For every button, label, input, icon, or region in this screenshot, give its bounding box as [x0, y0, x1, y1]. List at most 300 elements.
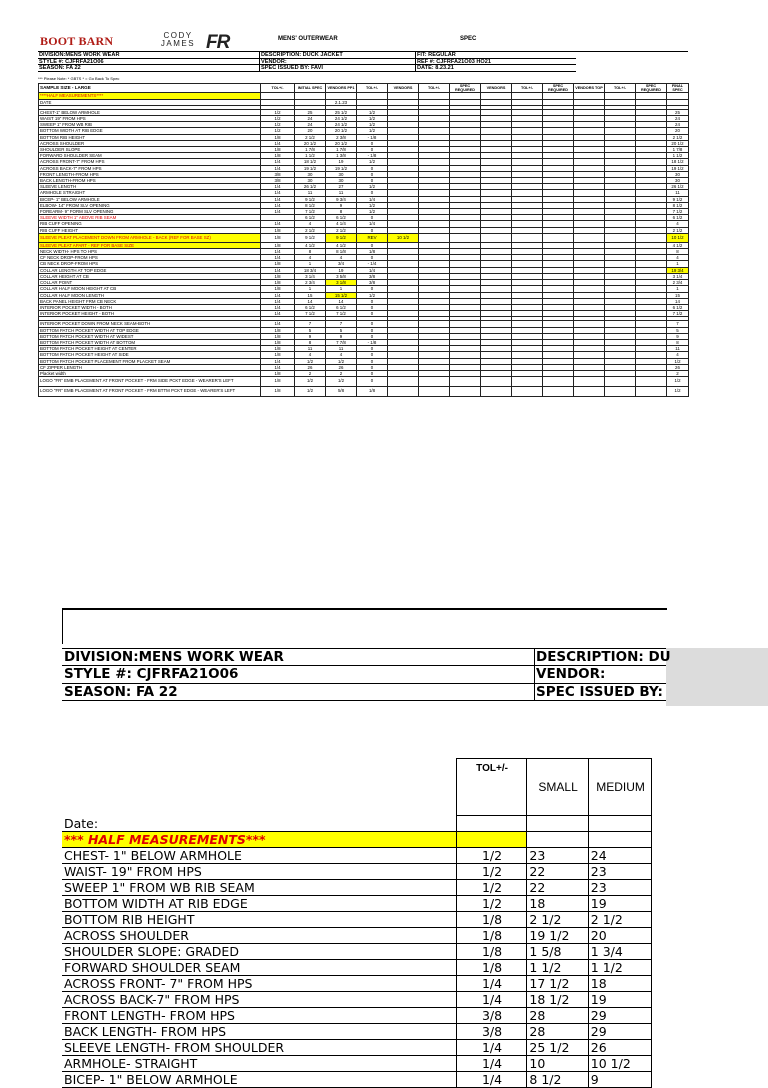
tolerance-diff-value: 0 — [357, 377, 388, 387]
initial-spec-value: 20 1/2 — [295, 140, 326, 146]
tolerance-diff-value: 1/2 — [357, 122, 388, 128]
boot-barn-logo: BOOT BARN — [40, 34, 114, 48]
measurement-label: CF ZIPPER LENGTH — [39, 364, 261, 370]
cody-james-wordmark — [150, 32, 206, 48]
vendor-pp1-value: 30 — [326, 171, 357, 177]
tolerance-value: 1/8 — [261, 377, 295, 387]
tolerance-value: 1/4 — [261, 196, 295, 202]
zoom-measurement-label: CHEST- 1" BELOW ARMHOLE — [62, 848, 456, 864]
cody-james-fr-logo — [150, 32, 250, 52]
tolerance-diff-value: 0 — [357, 190, 388, 196]
tolerance-diff-value: 1/2 — [357, 109, 388, 115]
tolerance-value: 1/8 — [261, 286, 295, 292]
zoom-row — [62, 896, 768, 912]
final-spec-value: 14 — [667, 298, 689, 304]
tolerance-diff-value: 0 — [357, 370, 388, 376]
final-spec-value: 7 1/2 — [667, 209, 689, 215]
tolerance-value: 1/8 — [261, 147, 295, 153]
james-wordmark: JAMES — [160, 39, 196, 48]
final-spec-value: 4 1/2 — [667, 242, 689, 248]
empty-cell — [450, 233, 481, 242]
vendor-pp1-value: 24 1/2 — [326, 122, 357, 128]
initial-spec-value: 4 — [295, 255, 326, 261]
measurement-label: COLLAR HEIGHT AT CB — [39, 273, 261, 279]
vendor-pp1-value: 1/2 — [326, 377, 357, 387]
final-spec-value: 4 — [667, 352, 689, 358]
tolerance-diff-value: 1/2 — [357, 202, 388, 208]
zoom-medium-value: 29 — [588, 1008, 652, 1024]
measurement-label: ELBOW- 14" FROM SLV OPENING — [39, 202, 261, 208]
col-header: SPEC REQUIRED — [543, 84, 574, 93]
col-header: INITIAL SPEC — [295, 84, 326, 93]
initial-spec-value: 6 1/2 — [295, 215, 326, 221]
initial-spec-value: 1 7/8 — [295, 147, 326, 153]
initial-spec-value: 24 — [295, 122, 326, 128]
zoom-measurement-table — [62, 758, 768, 1088]
final-spec-value: 2 1/2 — [667, 134, 689, 140]
empty-cell — [512, 387, 543, 397]
zoom-top-border — [62, 608, 667, 644]
zoom-tolerance: 1/8 — [456, 960, 527, 976]
final-spec-value: 20 — [667, 128, 689, 134]
empty-cell — [636, 387, 667, 397]
tolerance-diff-value: 0 — [357, 215, 388, 221]
tolerance-diff-value: 0 — [357, 178, 388, 184]
vendor-pp1-value: 3/4 — [326, 261, 357, 267]
empty-cell — [574, 377, 605, 387]
zoom-measurement-label: BOTTOM RIB HEIGHT — [62, 912, 456, 928]
col-header: SPEC REQUIRED — [636, 84, 667, 93]
zoom-row — [62, 912, 768, 928]
zoom-row — [62, 928, 768, 944]
measurement-label: ACROSS FRONT-7" FROM HPS — [39, 159, 261, 165]
tolerance-diff-value: 0 — [357, 286, 388, 292]
zoom-tolerance: 1/4 — [456, 1072, 527, 1088]
tolerance-diff-value: 1/2 — [357, 128, 388, 134]
zoom-measurement-label: BICEP- 1" BELOW ARMHOLE — [62, 1072, 456, 1088]
final-spec-value: 1/2 — [667, 387, 689, 397]
final-spec-value: 1/2 — [667, 358, 689, 364]
final-spec-value: 10 1/2 — [667, 233, 689, 242]
final-spec-value: 30 — [667, 178, 689, 184]
zoom-small-value: 19 1/2 — [527, 928, 588, 944]
vendor-pp1-value: 11 — [326, 190, 357, 196]
tolerance-diff-value: 0 — [357, 304, 388, 310]
empty-cell — [543, 387, 574, 397]
zoom-small-value: 17 1/2 — [527, 976, 588, 992]
header-info-block — [38, 51, 688, 73]
initial-spec-value: 1 1/2 — [295, 153, 326, 159]
final-spec-value: 8 — [667, 339, 689, 345]
tolerance-value: 1/4 — [261, 255, 295, 261]
final-spec-value: 30 — [667, 171, 689, 177]
zoom-spec-issued: SPEC ISSUED BY: — [536, 683, 663, 700]
col-header: FINAL SPEC — [667, 84, 689, 93]
fit-field: FIT: REGULAR — [416, 52, 576, 59]
tolerance-value: 1/4 — [261, 321, 295, 327]
zoom-measurement-label: FRONT LENGTH- FROM HPS — [62, 1008, 456, 1024]
vendor-field: VENDOR: — [260, 59, 416, 66]
spec-row — [39, 233, 689, 242]
final-spec-value: 2 — [667, 370, 689, 376]
zoom-row — [62, 976, 768, 992]
date-label: DATE — [39, 99, 261, 105]
zoom-header-row — [62, 684, 666, 701]
measurement-label: FORWARD SHOULDER SEAM — [39, 153, 261, 159]
zoom-col-medium: MEDIUM — [588, 759, 652, 816]
zoom-medium-value: 19 — [588, 992, 652, 1008]
measurement-label: NECK WIDTH- HPS TO HPS — [39, 249, 261, 255]
tolerance-diff-value: - 1/8 — [357, 153, 388, 159]
tolerance-diff-value: 3/8 — [357, 280, 388, 286]
vendor-pp1-value: 9 — [326, 333, 357, 339]
measurement-label: BOTTOM PATCH POCKET PLACEMENT FROM PLACKET SEAM — [39, 358, 261, 364]
zoom-small-value: 22 — [527, 880, 588, 896]
empty-cell — [512, 233, 543, 242]
tolerance-diff-value: 0 — [357, 311, 388, 317]
initial-spec-value: 1 — [295, 261, 326, 267]
col-header: VENDORS — [481, 84, 512, 93]
zoom-grey-fill — [666, 648, 768, 706]
initial-spec-value: 2 1/2 — [295, 134, 326, 140]
initial-spec-value: 4 — [295, 221, 326, 227]
zoom-tolerance: 1/8 — [456, 928, 527, 944]
initial-spec-value: 30 — [295, 171, 326, 177]
tolerance-value: 1/4 — [261, 190, 295, 196]
measurement-label: ACROSS SHOULDER — [39, 140, 261, 146]
vendor-pp1-value: 27 — [326, 184, 357, 190]
final-spec-value: 6 1/2 — [667, 215, 689, 221]
initial-spec-value: 24 — [295, 116, 326, 122]
cody-wordmark: CODY — [163, 31, 193, 40]
zoom-measurement-label: SWEEP 1" FROM WB RIB SEAM — [62, 880, 456, 896]
measurement-label: BACK PANEL HEIGHT FRM CB NECK — [39, 298, 261, 304]
col-header: VENDORS PP1 — [326, 84, 357, 93]
initial-spec-value: 25 — [295, 109, 326, 115]
col-header: VENDORS TOP — [574, 84, 605, 93]
vendor-pp1-value: 19 1/2 — [326, 165, 357, 171]
zoom-small-value: 2 1/2 — [527, 912, 588, 928]
zoom-header-block — [62, 648, 671, 701]
measurement-label: COLLAR LENGTH AT TOP EDGE — [39, 267, 261, 273]
spec-issued-field: SPEC ISSUED BY: FAVI — [260, 65, 416, 72]
tolerance-value: 1/8 — [261, 261, 295, 267]
initial-spec-value: 7 1/2 — [295, 311, 326, 317]
zoom-measurement-label: ACROSS SHOULDER — [62, 928, 456, 944]
empty-cell — [419, 377, 450, 387]
final-spec-value: 7 1/2 — [667, 311, 689, 317]
tolerance-diff-value: - 1/4 — [357, 261, 388, 267]
zoom-measurement-label: SLEEVE LENGTH- FROM SHOULDER — [62, 1040, 456, 1056]
tolerance-diff-value: 0 — [357, 171, 388, 177]
zoom-medium-value: 23 — [588, 864, 652, 880]
description-field: DESCRIPTION: DUCK JACKET — [260, 52, 416, 59]
measurement-label: BOTTOM PATCH POCKET WIDTH AT TOP EDGE — [39, 327, 261, 333]
zoom-small-value: 23 — [527, 848, 588, 864]
vendor-pp1-value: 2 — [326, 370, 357, 376]
tolerance-diff-value: 0 — [357, 364, 388, 370]
tolerance-value: 1/4 — [261, 311, 295, 317]
gbts-note: *** Please Note: * GBTS * = Go Back To Spec — [38, 76, 120, 81]
vendor-pp1-value: 4 1/2 — [326, 242, 357, 248]
final-spec-value: 1 — [667, 261, 689, 267]
initial-spec-value: 1/2 — [295, 377, 326, 387]
zoom-tolerance: 1/8 — [456, 912, 527, 928]
document-spec-label: SPEC — [460, 36, 477, 42]
empty-cell — [636, 233, 667, 242]
zoom-small-value: 28 — [527, 1008, 588, 1024]
final-spec-value: 1 1/2 — [667, 153, 689, 159]
zoom-medium-value: 23 — [588, 880, 652, 896]
empty-cell — [605, 377, 636, 387]
measurement-label: SLEEVE LENGTH — [39, 184, 261, 190]
zoom-division: DIVISION:MENS WORK WEAR — [64, 649, 284, 665]
col-header: TOL+/- — [605, 84, 636, 93]
zoom-small-value: 10 — [527, 1056, 588, 1072]
final-spec-value: 3 1/4 — [667, 273, 689, 279]
tolerance-value: 1/4 — [261, 304, 295, 310]
measurement-label: INTERIOR POCKET WIDTH - BOTH — [39, 304, 261, 310]
tolerance-value: 1/4 — [261, 221, 295, 227]
spec-table-header-row — [39, 84, 689, 93]
zoom-tolerance: 1/2 — [456, 896, 527, 912]
vendor-pp1-value: 7 1/2 — [326, 311, 357, 317]
initial-spec-value: 5 — [295, 327, 326, 333]
vendor-pp1-value: 9 1/2 — [326, 233, 357, 242]
zoom-half-label: *** HALF MEASUREMENTS*** — [62, 832, 456, 848]
measurement-label: FOREARM- 9" FORM SLV OPENING — [39, 209, 261, 215]
tolerance-diff-value: 1/2 — [357, 292, 388, 298]
initial-spec-value: 26 1/2 — [295, 184, 326, 190]
tolerance-value: 1/8 — [261, 233, 295, 242]
tolerance-diff-value: 1/8 — [357, 249, 388, 255]
tolerance-diff-value: 0 — [357, 352, 388, 358]
zoom-tolerance: 1/4 — [456, 976, 527, 992]
vendor-pp1-value: 25 1/2 — [326, 109, 357, 115]
measurement-label: BOTTOM PATCH POCKET HEIGHT AT SIDE — [39, 352, 261, 358]
initial-spec-value: 7 — [295, 321, 326, 327]
tolerance-value: 1/2 — [261, 109, 295, 115]
empty-cell — [419, 387, 450, 397]
tolerance-diff-value: 1/2 — [357, 116, 388, 122]
tolerance-diff-value: 0 — [357, 242, 388, 248]
fr-wordmark: FR — [206, 32, 230, 53]
final-spec-value: 8 1/2 — [667, 202, 689, 208]
document-title: MENS' OUTERWEAR — [278, 36, 338, 42]
initial-spec-value: 1/2 — [295, 358, 326, 364]
zoom-row — [62, 848, 768, 864]
date-field: DATE: 8.23.21 — [416, 65, 576, 72]
final-spec-value: 2 1/2 — [667, 227, 689, 233]
vendor-value: 10 1/2 — [388, 233, 419, 242]
vendor-pp1-value: 1 7/8 — [326, 147, 357, 153]
vendor-pp1-value: 8 — [326, 209, 357, 215]
final-spec-value: 4 — [667, 255, 689, 261]
zoom-small-value: 22 — [527, 864, 588, 880]
final-spec-value: 11 — [667, 346, 689, 352]
tolerance-diff-value: 0 — [357, 165, 388, 171]
zoom-description: DESCRIPTION: DU — [536, 649, 671, 665]
tolerance-value: 1/8 — [261, 346, 295, 352]
tolerance-value: 1/4 — [261, 165, 295, 171]
zoom-medium-value: 26 — [588, 1040, 652, 1056]
zoom-medium-value: 18 — [588, 976, 652, 992]
vendor-pp1-value: 15 1/2 — [326, 292, 357, 298]
zoom-measurement-label: WAIST- 19" FROM HPS — [62, 864, 456, 880]
zoom-row — [62, 1040, 768, 1056]
final-spec-value: 9 — [667, 333, 689, 339]
tolerance-diff-value: 0 — [357, 333, 388, 339]
vendor-pp1-value: 7 7/8 — [326, 339, 357, 345]
measurement-label: BACK LENGTH-FROM HPS — [39, 178, 261, 184]
measurement-label: INTERIOR POCKET HEIGHT - BOTH — [39, 311, 261, 317]
tolerance-diff-value: 0 — [357, 255, 388, 261]
measurement-label: Placket width — [39, 370, 261, 376]
vendor-pp1-value: 5 — [326, 327, 357, 333]
zoom-tolerance: 1/2 — [456, 864, 527, 880]
final-spec-value: 24 — [667, 122, 689, 128]
initial-spec-value: 2 3/4 — [295, 280, 326, 286]
initial-spec-value: 4 1/2 — [295, 242, 326, 248]
tolerance-diff-value: REV — [357, 233, 388, 242]
zoom-tolerance: 3/8 — [456, 1024, 527, 1040]
final-spec-value: 19 3/4 — [667, 267, 689, 273]
zoom-row — [62, 864, 768, 880]
initial-spec-value: 1 — [295, 286, 326, 292]
initial-spec-value: 18 3/4 — [295, 267, 326, 273]
tolerance-diff-value: 1/4 — [357, 221, 388, 227]
tolerance-value: 1/8 — [261, 370, 295, 376]
zoom-header-row — [62, 649, 671, 666]
tolerance-value: 1/4 — [261, 364, 295, 370]
tolerance-value: 1/2 — [261, 116, 295, 122]
initial-spec-value: 11 — [295, 346, 326, 352]
final-spec-value: 1/2 — [667, 377, 689, 387]
vendor-pp1-value: 11 — [326, 346, 357, 352]
tolerance-value: 1/8 — [261, 352, 295, 358]
final-spec-value: 1 7/8 — [667, 147, 689, 153]
zoom-season: SEASON: FA 22 — [64, 683, 178, 700]
tolerance-diff-value: 1/4 — [357, 196, 388, 202]
measurement-label: RIB CUFF OPENING — [39, 221, 261, 227]
vendor-pp1-value: 1 3/8 — [326, 153, 357, 159]
zoom-medium-value: 24 — [588, 848, 652, 864]
season-field: SEASON: FA 22 — [38, 65, 260, 72]
initial-spec-value: 3 1/4 — [295, 273, 326, 279]
tolerance-value: 1/2 — [261, 128, 295, 134]
empty-cell — [574, 387, 605, 397]
tolerance-diff-value: 0 — [357, 321, 388, 327]
initial-spec-value: 1/2 — [295, 387, 326, 397]
col-header: TOL+/- — [512, 84, 543, 93]
initial-spec-value: 14 — [295, 298, 326, 304]
final-spec-value: 15 — [667, 292, 689, 298]
date-value: 2.1.23 — [326, 99, 357, 105]
tolerance-value: 3/8 — [261, 178, 295, 184]
vendor-pp1-value: 4 1/4 — [326, 221, 357, 227]
vendor-pp1-value: 2 3/8 — [326, 134, 357, 140]
vendor-pp1-value: 3 1/8 — [326, 280, 357, 286]
tolerance-value: 1/4 — [261, 267, 295, 273]
initial-spec-value: 19 1/2 — [295, 165, 326, 171]
vendor-pp1-value: 26 — [326, 364, 357, 370]
zoom-measurement-label: ACROSS FRONT- 7" FROM HPS — [62, 976, 456, 992]
final-spec-value: 6 1/2 — [667, 304, 689, 310]
zoom-header-row — [62, 666, 666, 683]
zoom-row — [62, 960, 768, 976]
zoom-tolerance: 1/4 — [456, 992, 527, 1008]
tolerance-value: 1/8 — [261, 333, 295, 339]
zoom-small-value: 18 1/2 — [527, 992, 588, 1008]
tolerance-diff-value: 1/2 — [357, 209, 388, 215]
initial-spec-value: 26 — [295, 364, 326, 370]
vendor-pp1-value: 24 1/2 — [326, 116, 357, 122]
zoom-measurement-label: BACK LENGTH- FROM HPS — [62, 1024, 456, 1040]
tolerance-value: 1/4 — [261, 184, 295, 190]
measurement-label: BOTTOM WIDTH AT RIB EDGE — [39, 128, 261, 134]
tolerance-diff-value: 3/8 — [357, 273, 388, 279]
vendor-pp1-value: 3 5/8 — [326, 273, 357, 279]
final-spec-value: 19 1/2 — [667, 165, 689, 171]
measurement-label: BOTTOM PATCH POCKET HEIGHT AT CENTER — [39, 346, 261, 352]
measurement-label: SHOULDER SLOPE — [39, 147, 261, 153]
zoomed-spec-view — [62, 608, 768, 1087]
zoom-tolerance: 1/4 — [456, 1040, 527, 1056]
zoom-measurement-label: FORWARD SHOULDER SEAM — [62, 960, 456, 976]
tolerance-value: 1/4 — [261, 159, 295, 165]
vendor-pp1-value: 20 1/2 — [326, 140, 357, 146]
initial-spec-value: 9 — [295, 333, 326, 339]
vendor-pp1-value: 19 — [326, 267, 357, 273]
vendor-pp1-value: 9 — [326, 202, 357, 208]
measurement-label: CB NECK DROP-FROM HPS — [39, 261, 261, 267]
col-header: SPEC REQUIRED — [450, 84, 481, 93]
final-spec-value: 26 — [667, 364, 689, 370]
initial-spec-value: 6 1/2 — [295, 304, 326, 310]
zoom-measurement-label: ARMHOLE- STRAIGHT — [62, 1056, 456, 1072]
zoom-measurement-label: SHOULDER SLOPE: GRADED — [62, 944, 456, 960]
style-field: STYLE #: CJFRFA21O06 — [38, 59, 260, 66]
empty-cell — [481, 233, 512, 242]
zoom-row — [62, 1072, 768, 1088]
tolerance-diff-value: 0 — [357, 346, 388, 352]
col-header: TOL+/- — [357, 84, 388, 93]
zoom-small-value: 1 5/8 — [527, 944, 588, 960]
final-spec-value: 1 — [667, 286, 689, 292]
tolerance-value: 1/8 — [261, 242, 295, 248]
tolerance-diff-value: 0 — [357, 227, 388, 233]
vendor-pp1-value: 7 — [326, 321, 357, 327]
initial-spec-value: 8 — [295, 339, 326, 345]
initial-spec-value: 30 — [295, 178, 326, 184]
zoom-medium-value: 2 1/2 — [588, 912, 652, 928]
initial-spec-value: 9 1/2 — [295, 196, 326, 202]
measurement-label: CF NECK DROP-FROM HPS — [39, 255, 261, 261]
tolerance-diff-value: 0 — [357, 327, 388, 333]
final-spec-value: 4 — [667, 221, 689, 227]
initial-spec-value: 7 1/2 — [295, 209, 326, 215]
vendor-pp1-value: 19 — [326, 159, 357, 165]
zoom-date-row — [62, 816, 768, 832]
vendor-pp1-value: 9 3/4 — [326, 196, 357, 202]
empty-cell — [543, 233, 574, 242]
tolerance-value: 1/4 — [261, 358, 295, 364]
zoom-small-value: 8 1/2 — [527, 1072, 588, 1088]
measurement-label: SLEEVE PLEAT PLACEMENT DOWN FROM ARMHOLE - BACK (REF FOR BASE SZ) — [39, 233, 261, 242]
vendor-pp1-value: 1/2 — [326, 358, 357, 364]
sample-size-label: SAMPLE SIZE - LARGE — [39, 84, 261, 93]
zoom-col-small: SMALL — [527, 759, 588, 816]
